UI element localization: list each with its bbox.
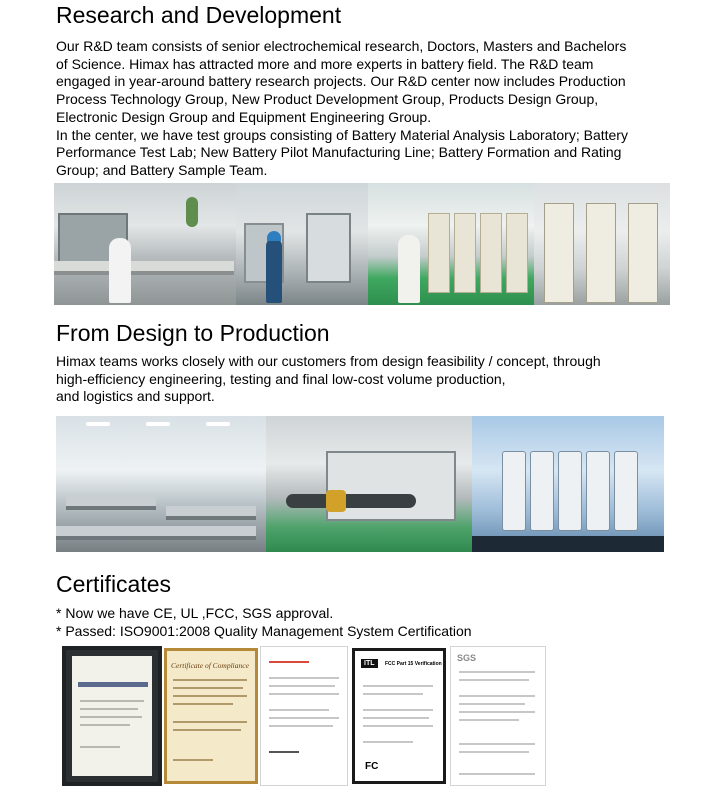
rnd-line: Group; and Battery Sample Team. [56, 161, 268, 178]
certificates-gallery [62, 646, 546, 786]
battery-test-lab-photo [368, 183, 534, 305]
design-title: From Design to Production [56, 320, 330, 346]
compliance-heading: Certificate of Compliance [171, 661, 249, 670]
engineering-office-photo [56, 416, 266, 552]
rnd-paragraph [56, 38, 628, 180]
assembly-line-photo [472, 416, 664, 552]
rnd-line: In the center, we have test groups consisting of Battery Material Analysis Laboratory; Battery [56, 126, 628, 143]
rnd-line: Our R&D team consists of senior electrochemical research, Doctors, Masters and Bachelors [56, 38, 627, 54]
certificate-line: * Now we have CE, UL ,FCC, SGS approval. [56, 605, 334, 621]
iso9001-certificate-image [62, 646, 162, 786]
certificates-title: Certificates [56, 571, 172, 597]
itl-logo: ITL [361, 659, 378, 668]
rnd-line: of Science. Himax has attracted more and more experts in battery field. The R&D team [56, 55, 594, 72]
fcc-heading: FCC Part 15 Verification [385, 661, 442, 667]
production-machine-photo [236, 183, 368, 305]
design-line: and logistics and support. [56, 388, 215, 405]
rnd-line: Process Technology Group, New Product Development Group, Products Design Group, [56, 91, 599, 108]
design-line: Himax teams works closely with our customers from design feasibility / concept, through [56, 353, 601, 369]
coating-line-photo [266, 416, 472, 552]
rnd-title: Research and Development [56, 2, 342, 28]
rnd-line: engaged in year-around battery research projects. Our R&D center now includes Production [56, 73, 626, 90]
sgs-logo: SGS [457, 653, 477, 663]
sgs-certificate-image [450, 646, 546, 786]
production-photo-strip [56, 416, 664, 552]
lab-photo [54, 183, 236, 305]
rnd-photo-strip [54, 183, 670, 305]
design-paragraph [56, 353, 601, 406]
ul-certificate-image [260, 646, 348, 786]
test-cabinets-photo [534, 183, 670, 305]
design-line: high-efficiency engineering, testing and final low-cost volume production, [56, 370, 506, 387]
fcc-verification-image [352, 648, 446, 784]
ce-compliance-certificate-image [164, 648, 258, 784]
certificate-line: * Passed: ISO9001:2008 Quality Management System Certification [56, 622, 472, 639]
fcc-logo: FC [365, 761, 379, 772]
certificates-list [56, 605, 472, 640]
rnd-line: Performance Test Lab; New Battery Pilot Manufacturing Line; Battery Formation and Rating [56, 144, 622, 161]
rnd-line: Electronic Design Group and Equipment Engineering Group. [56, 108, 432, 125]
